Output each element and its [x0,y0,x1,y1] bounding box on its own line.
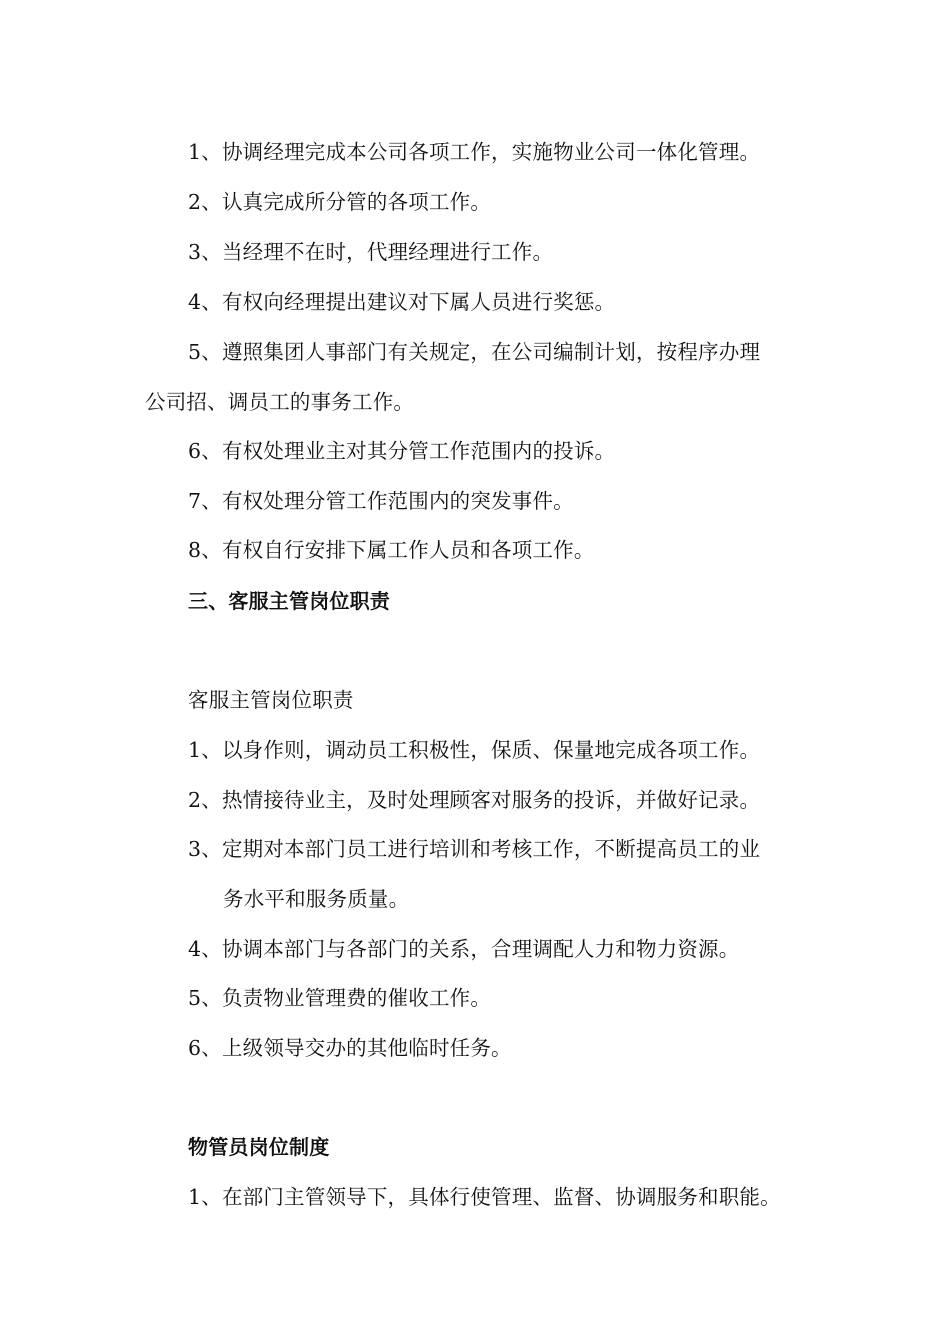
list-item: 7、有权处理分管工作范围内的突发事件。 [188,489,574,513]
list-item-continuation: 务水平和服务质量。 [223,887,410,911]
list-item: 6、有权处理业主对其分管工作范围内的投诉。 [188,439,616,463]
list-item: 8、有权自行安排下属工作人员和各项工作。 [188,538,595,562]
list-item: 2、认真完成所分管的各项工作。 [188,190,492,214]
section-heading: 三、客服主管岗位职责 [188,589,390,613]
list-item: 3、定期对本部门员工进行培训和考核工作，不断提高员工的业 [188,837,761,861]
section-heading: 物管员岗位制度 [188,1135,330,1159]
list-item: 1、在部门主管领导下，具体行使管理、监督、协调服务和职能。 [188,1185,781,1209]
section-subtitle: 客服主管岗位职责 [188,688,354,712]
list-item-continuation: 公司招、调员工的事务工作。 [145,390,415,414]
list-item: 5、负责物业管理费的催收工作。 [188,986,492,1010]
list-item: 1、协调经理完成本公司各项工作，实施物业公司一体化管理。 [188,140,761,164]
list-item: 4、有权向经理提出建议对下属人员进行奖惩。 [188,290,616,314]
list-item: 4、协调本部门与各部门的关系，合理调配人力和物力资源。 [188,937,740,961]
list-item: 2、热情接待业主，及时处理顾客对服务的投诉，并做好记录。 [188,788,761,812]
list-item: 3、当经理不在时，代理经理进行工作。 [188,240,554,264]
list-item: 1、以身作则，调动员工积极性，保质、保量地完成各项工作。 [188,738,761,762]
list-item: 6、上级领导交办的其他临时任务。 [188,1036,512,1060]
list-item: 5、遵照集团人事部门有关规定，在公司编制计划，按程序办理 [188,340,761,364]
